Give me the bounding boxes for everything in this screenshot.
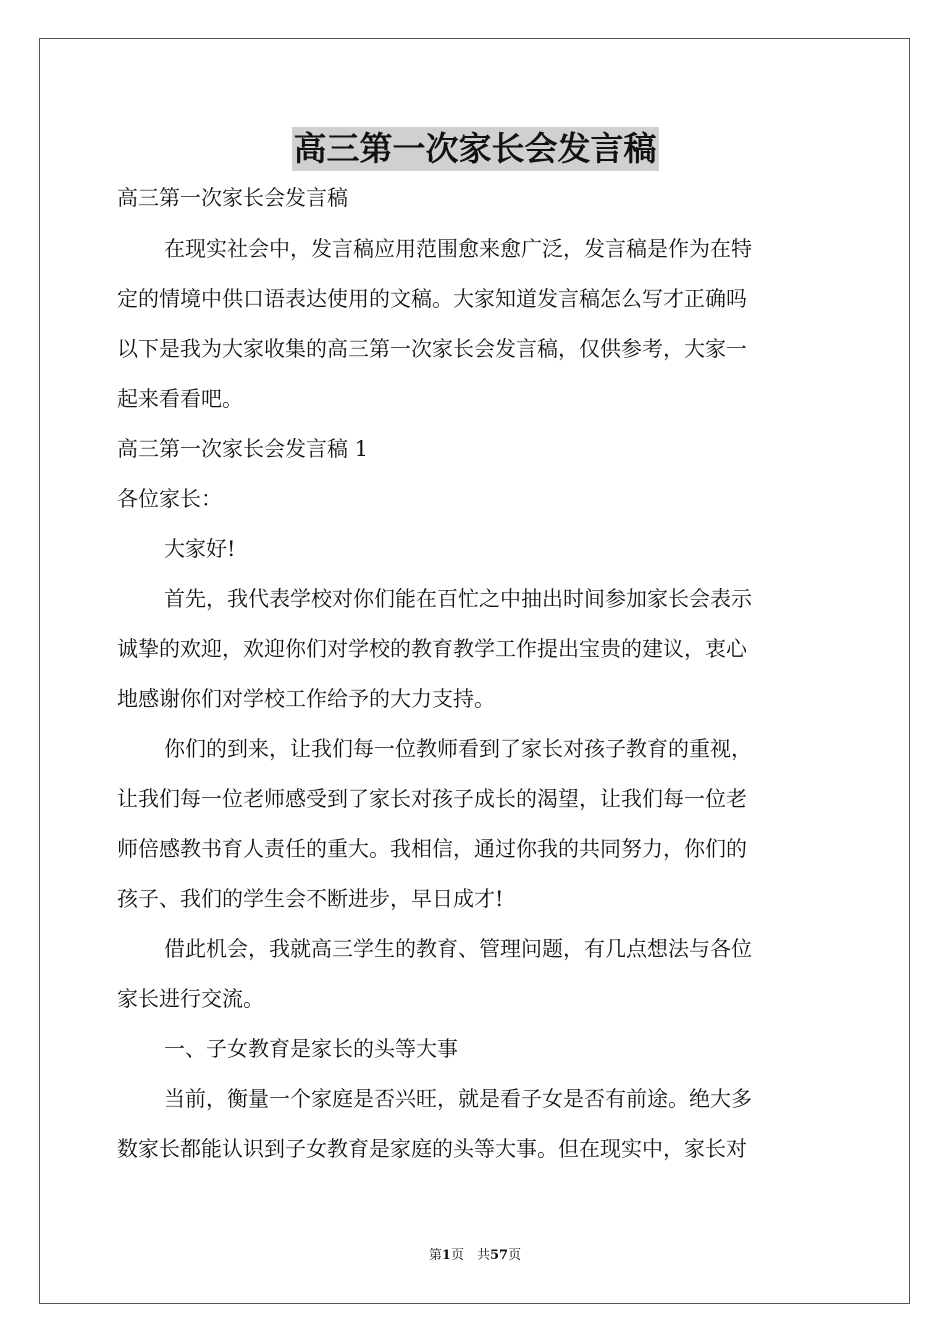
salutation: 各位家长： [117,487,222,511]
paragraph-line: 以下是我为大家收集的高三第一次家长会发言稿，仅供参考，大家一 [117,337,747,361]
paragraph-line: 师倍感教书育人责任的重大。我相信，通过你我的共同努力，你们的 [117,837,747,861]
paragraph-line: 首先，我代表学校对你们能在百忙之中抽出时间参加家长会表示 [164,587,752,611]
paragraph-line: 起来看看吧。 [117,387,243,411]
footer-page-prefix: 第 [428,1248,442,1263]
paragraph-line: 定的情境中供口语表达使用的文稿。大家知道发言稿怎么写才正确吗 [117,287,747,311]
paragraph-line: 让我们每一位老师感受到了家长对孩子成长的渴望，让我们每一位老 [117,787,747,811]
paragraph-line: 家长进行交流。 [117,987,264,1011]
paragraph-line: 当前，衡量一个家庭是否兴旺，就是看子女是否有前途。绝大多 [164,1087,752,1111]
document-title: 高三第一次家长会发言稿 [292,127,659,171]
footer-page-suffix: 页 [508,1248,522,1263]
paragraph-line: 孩子、我们的学生会不断进步，早日成才! [117,887,504,911]
paragraph-line: 诚挚的欢迎，欢迎你们对学校的教育教学工作提出宝贵的建议，衷心 [117,637,747,661]
paragraph-line: 在现实社会中，发言稿应用范围愈来愈广泛，发言稿是作为在特 [164,237,752,261]
paragraph-line: 借此机会，我就高三学生的教育、管理问题，有几点想法与各位 [164,937,752,961]
paragraph-line: 地感谢你们对学校工作给予的大力支持。 [117,687,495,711]
footer-page-mid: 页 共 [450,1248,490,1263]
paragraph-line: 你们的到来，让我们每一位教师看到了家长对孩子教育的重视， [164,737,752,761]
footer-page-current: 1 [441,1248,451,1263]
paragraph-line: 数家长都能认识到子女教育是家庭的头等大事。但在现实中，家长对 [117,1137,747,1161]
page-footer [0,1247,950,1265]
subtitle-line: 高三第一次家长会发言稿 [117,186,348,210]
greeting: 大家好! [164,537,236,561]
page-border [39,38,910,1304]
section-heading: 高三第一次家长会发言稿 1 [117,437,369,461]
title-container [0,127,950,171]
footer-page-total: 57 [489,1248,509,1263]
subsection-heading: 一、子女教育是家长的头等大事 [164,1037,458,1061]
